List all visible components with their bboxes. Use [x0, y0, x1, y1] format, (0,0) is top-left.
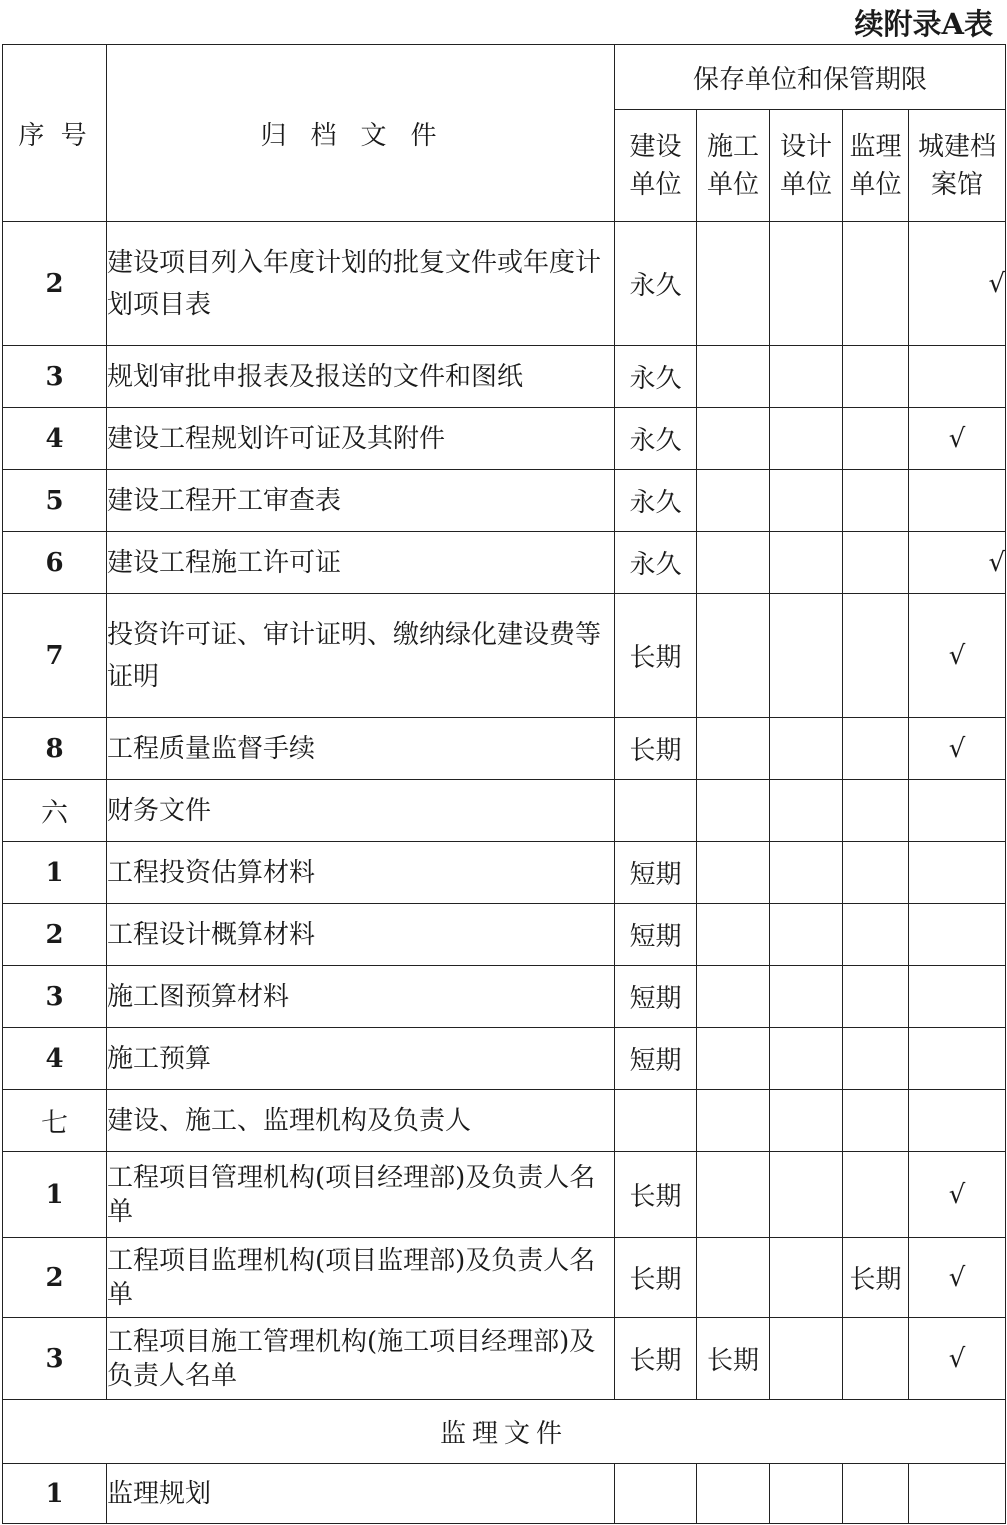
row-supervise-unit — [843, 1028, 909, 1090]
row-design-unit — [770, 1464, 843, 1524]
row-construct-unit — [697, 1152, 770, 1238]
row-archive: √ — [909, 1152, 1006, 1238]
row-seq: 8 — [3, 718, 107, 780]
row-archive — [909, 904, 1006, 966]
row-build-unit: 长期 — [615, 718, 697, 780]
row-supervise-unit — [843, 780, 909, 842]
row-design-unit — [770, 966, 843, 1028]
archive-table — [2, 44, 1006, 1524]
header-doc: 归档文件 — [107, 45, 615, 222]
row-document: 工程项目管理机构(项目经理部)及负责人名单 — [107, 1152, 615, 1238]
row-archive — [909, 780, 1006, 842]
row-archive: √ — [909, 222, 1006, 346]
row-build-unit: 长期 — [615, 1238, 697, 1318]
header-construct-unit — [697, 110, 770, 222]
row-construct-unit — [697, 1028, 770, 1090]
row-document: 施工预算 — [107, 1028, 615, 1090]
row-construct-unit — [697, 780, 770, 842]
header-build-unit — [615, 110, 697, 222]
row-design-unit — [770, 718, 843, 780]
row-build-unit: 长期 — [615, 594, 697, 718]
row-construct-unit: 长期 — [697, 1318, 770, 1400]
header-design-unit — [770, 110, 843, 222]
row-document: 投资许可证、审计证明、缴纳绿化建设费等证明 — [107, 594, 615, 718]
row-construct-unit — [697, 532, 770, 594]
row-design-unit — [770, 780, 843, 842]
header-supervise-label: 监理 单位 — [849, 131, 902, 200]
row-archive: √ — [909, 1318, 1006, 1400]
table-row — [3, 594, 1006, 718]
row-seq: 2 — [3, 904, 107, 966]
row-build-unit: 永久 — [615, 346, 697, 408]
row-construct-unit — [697, 842, 770, 904]
row-seq: 5 — [3, 470, 107, 532]
header-design-label: 设计 单位 — [779, 131, 832, 200]
row-build-unit: 短期 — [615, 966, 697, 1028]
header-construct-label: 施工 单位 — [706, 131, 759, 200]
row-build-unit: 长期 — [615, 1318, 697, 1400]
table-row — [3, 532, 1006, 594]
row-seq: 7 — [3, 594, 107, 718]
row-supervise-unit — [843, 842, 909, 904]
row-seq: 3 — [3, 346, 107, 408]
header-seq: 序 号 — [3, 45, 107, 222]
row-document: 建设、施工、监理机构及负责人 — [107, 1090, 615, 1152]
row-archive — [909, 1464, 1006, 1524]
row-archive: √ — [909, 594, 1006, 718]
row-build-unit: 永久 — [615, 470, 697, 532]
row-build-unit: 永久 — [615, 408, 697, 470]
row-design-unit — [770, 904, 843, 966]
header-archive-label: 城建档 案馆 — [918, 131, 997, 200]
row-document: 规划审批申报表及报送的文件和图纸 — [107, 346, 615, 408]
row-archive — [909, 1028, 1006, 1090]
row-document: 财务文件 — [107, 780, 615, 842]
row-seq: 2 — [3, 222, 107, 346]
row-archive — [909, 842, 1006, 904]
row-supervise-unit — [843, 222, 909, 346]
row-build-unit: 短期 — [615, 904, 697, 966]
row-design-unit — [770, 1238, 843, 1318]
row-document: 建设工程规划许可证及其附件 — [107, 408, 615, 470]
row-supervise-unit — [843, 904, 909, 966]
header-supervise-unit — [843, 110, 909, 222]
row-build-unit: 短期 — [615, 842, 697, 904]
row-supervise-unit — [843, 594, 909, 718]
row-supervise-unit — [843, 1318, 909, 1400]
row-seq: 4 — [3, 1028, 107, 1090]
row-seq: 1 — [3, 1464, 107, 1524]
row-archive — [909, 346, 1006, 408]
row-construct-unit — [697, 1464, 770, 1524]
row-build-unit — [615, 780, 697, 842]
table-row — [3, 222, 1006, 346]
row-design-unit — [770, 594, 843, 718]
row-seq: 六 — [3, 780, 107, 842]
row-construct-unit — [697, 904, 770, 966]
row-design-unit — [770, 346, 843, 408]
table-row — [3, 408, 1006, 470]
table-row — [3, 1090, 1006, 1152]
row-archive: √ — [909, 408, 1006, 470]
row-design-unit — [770, 1152, 843, 1238]
row-construct-unit — [697, 1090, 770, 1152]
table-row — [3, 346, 1006, 408]
row-seq: 七 — [3, 1090, 107, 1152]
table-row — [3, 1464, 1006, 1524]
row-design-unit — [770, 532, 843, 594]
row-archive: √ — [909, 718, 1006, 780]
row-build-unit: 永久 — [615, 222, 697, 346]
row-archive — [909, 1090, 1006, 1152]
row-document: 工程设计概算材料 — [107, 904, 615, 966]
row-seq: 1 — [3, 1152, 107, 1238]
row-construct-unit — [697, 718, 770, 780]
table-row — [3, 1152, 1006, 1238]
section-row — [3, 1400, 1006, 1464]
row-archive: √ — [909, 1238, 1006, 1318]
row-supervise-unit — [843, 1090, 909, 1152]
row-build-unit — [615, 1090, 697, 1152]
row-document: 施工图预算材料 — [107, 966, 615, 1028]
row-supervise-unit: 长期 — [843, 1238, 909, 1318]
row-document: 工程质量监督手续 — [107, 718, 615, 780]
row-construct-unit — [697, 594, 770, 718]
row-construct-unit — [697, 346, 770, 408]
row-supervise-unit — [843, 470, 909, 532]
section-title: 监理文件 — [3, 1400, 1006, 1464]
row-build-unit: 长期 — [615, 1152, 697, 1238]
row-construct-unit — [697, 470, 770, 532]
table-row — [3, 718, 1006, 780]
row-supervise-unit — [843, 408, 909, 470]
row-document: 建设工程开工审查表 — [107, 470, 615, 532]
row-document: 工程投资估算材料 — [107, 842, 615, 904]
row-archive: √ — [909, 532, 1006, 594]
row-document: 监理规划 — [107, 1464, 615, 1524]
table-row — [3, 904, 1006, 966]
row-supervise-unit — [843, 718, 909, 780]
row-archive — [909, 966, 1006, 1028]
row-construct-unit — [697, 1238, 770, 1318]
row-supervise-unit — [843, 1152, 909, 1238]
row-design-unit — [770, 222, 843, 346]
row-document: 工程项目监理机构(项目监理部)及负责人名单 — [107, 1238, 615, 1318]
row-seq: 3 — [3, 966, 107, 1028]
row-supervise-unit — [843, 966, 909, 1028]
row-construct-unit — [697, 966, 770, 1028]
row-design-unit — [770, 1028, 843, 1090]
row-design-unit — [770, 408, 843, 470]
row-build-unit: 永久 — [615, 532, 697, 594]
table-row — [3, 780, 1006, 842]
row-document: 建设项目列入年度计划的批复文件或年度计划项目表 — [107, 222, 615, 346]
row-document: 建设工程施工许可证 — [107, 532, 615, 594]
row-design-unit — [770, 842, 843, 904]
header-storage-group: 保存单位和保管期限 — [615, 45, 1006, 110]
table-row — [3, 470, 1006, 532]
row-seq: 3 — [3, 1318, 107, 1400]
table-caption: 续附录A表 — [854, 7, 993, 41]
row-construct-unit — [697, 222, 770, 346]
row-document: 工程项目施工管理机构(施工项目经理部)及负责人名单 — [107, 1318, 615, 1400]
header-build-label: 建设 单位 — [629, 131, 682, 200]
row-design-unit — [770, 1090, 843, 1152]
row-build-unit: 短期 — [615, 1028, 697, 1090]
row-design-unit — [770, 1318, 843, 1400]
row-design-unit — [770, 470, 843, 532]
table-row — [3, 1238, 1006, 1318]
table-row — [3, 842, 1006, 904]
table-row — [3, 1028, 1006, 1090]
row-build-unit — [615, 1464, 697, 1524]
table-row — [3, 1318, 1006, 1400]
row-construct-unit — [697, 408, 770, 470]
row-seq: 4 — [3, 408, 107, 470]
row-supervise-unit — [843, 346, 909, 408]
header-archive — [909, 110, 1006, 222]
table-row — [3, 966, 1006, 1028]
row-seq: 6 — [3, 532, 107, 594]
row-supervise-unit — [843, 1464, 909, 1524]
row-archive — [909, 470, 1006, 532]
row-seq: 1 — [3, 842, 107, 904]
row-seq: 2 — [3, 1238, 107, 1318]
row-supervise-unit — [843, 532, 909, 594]
